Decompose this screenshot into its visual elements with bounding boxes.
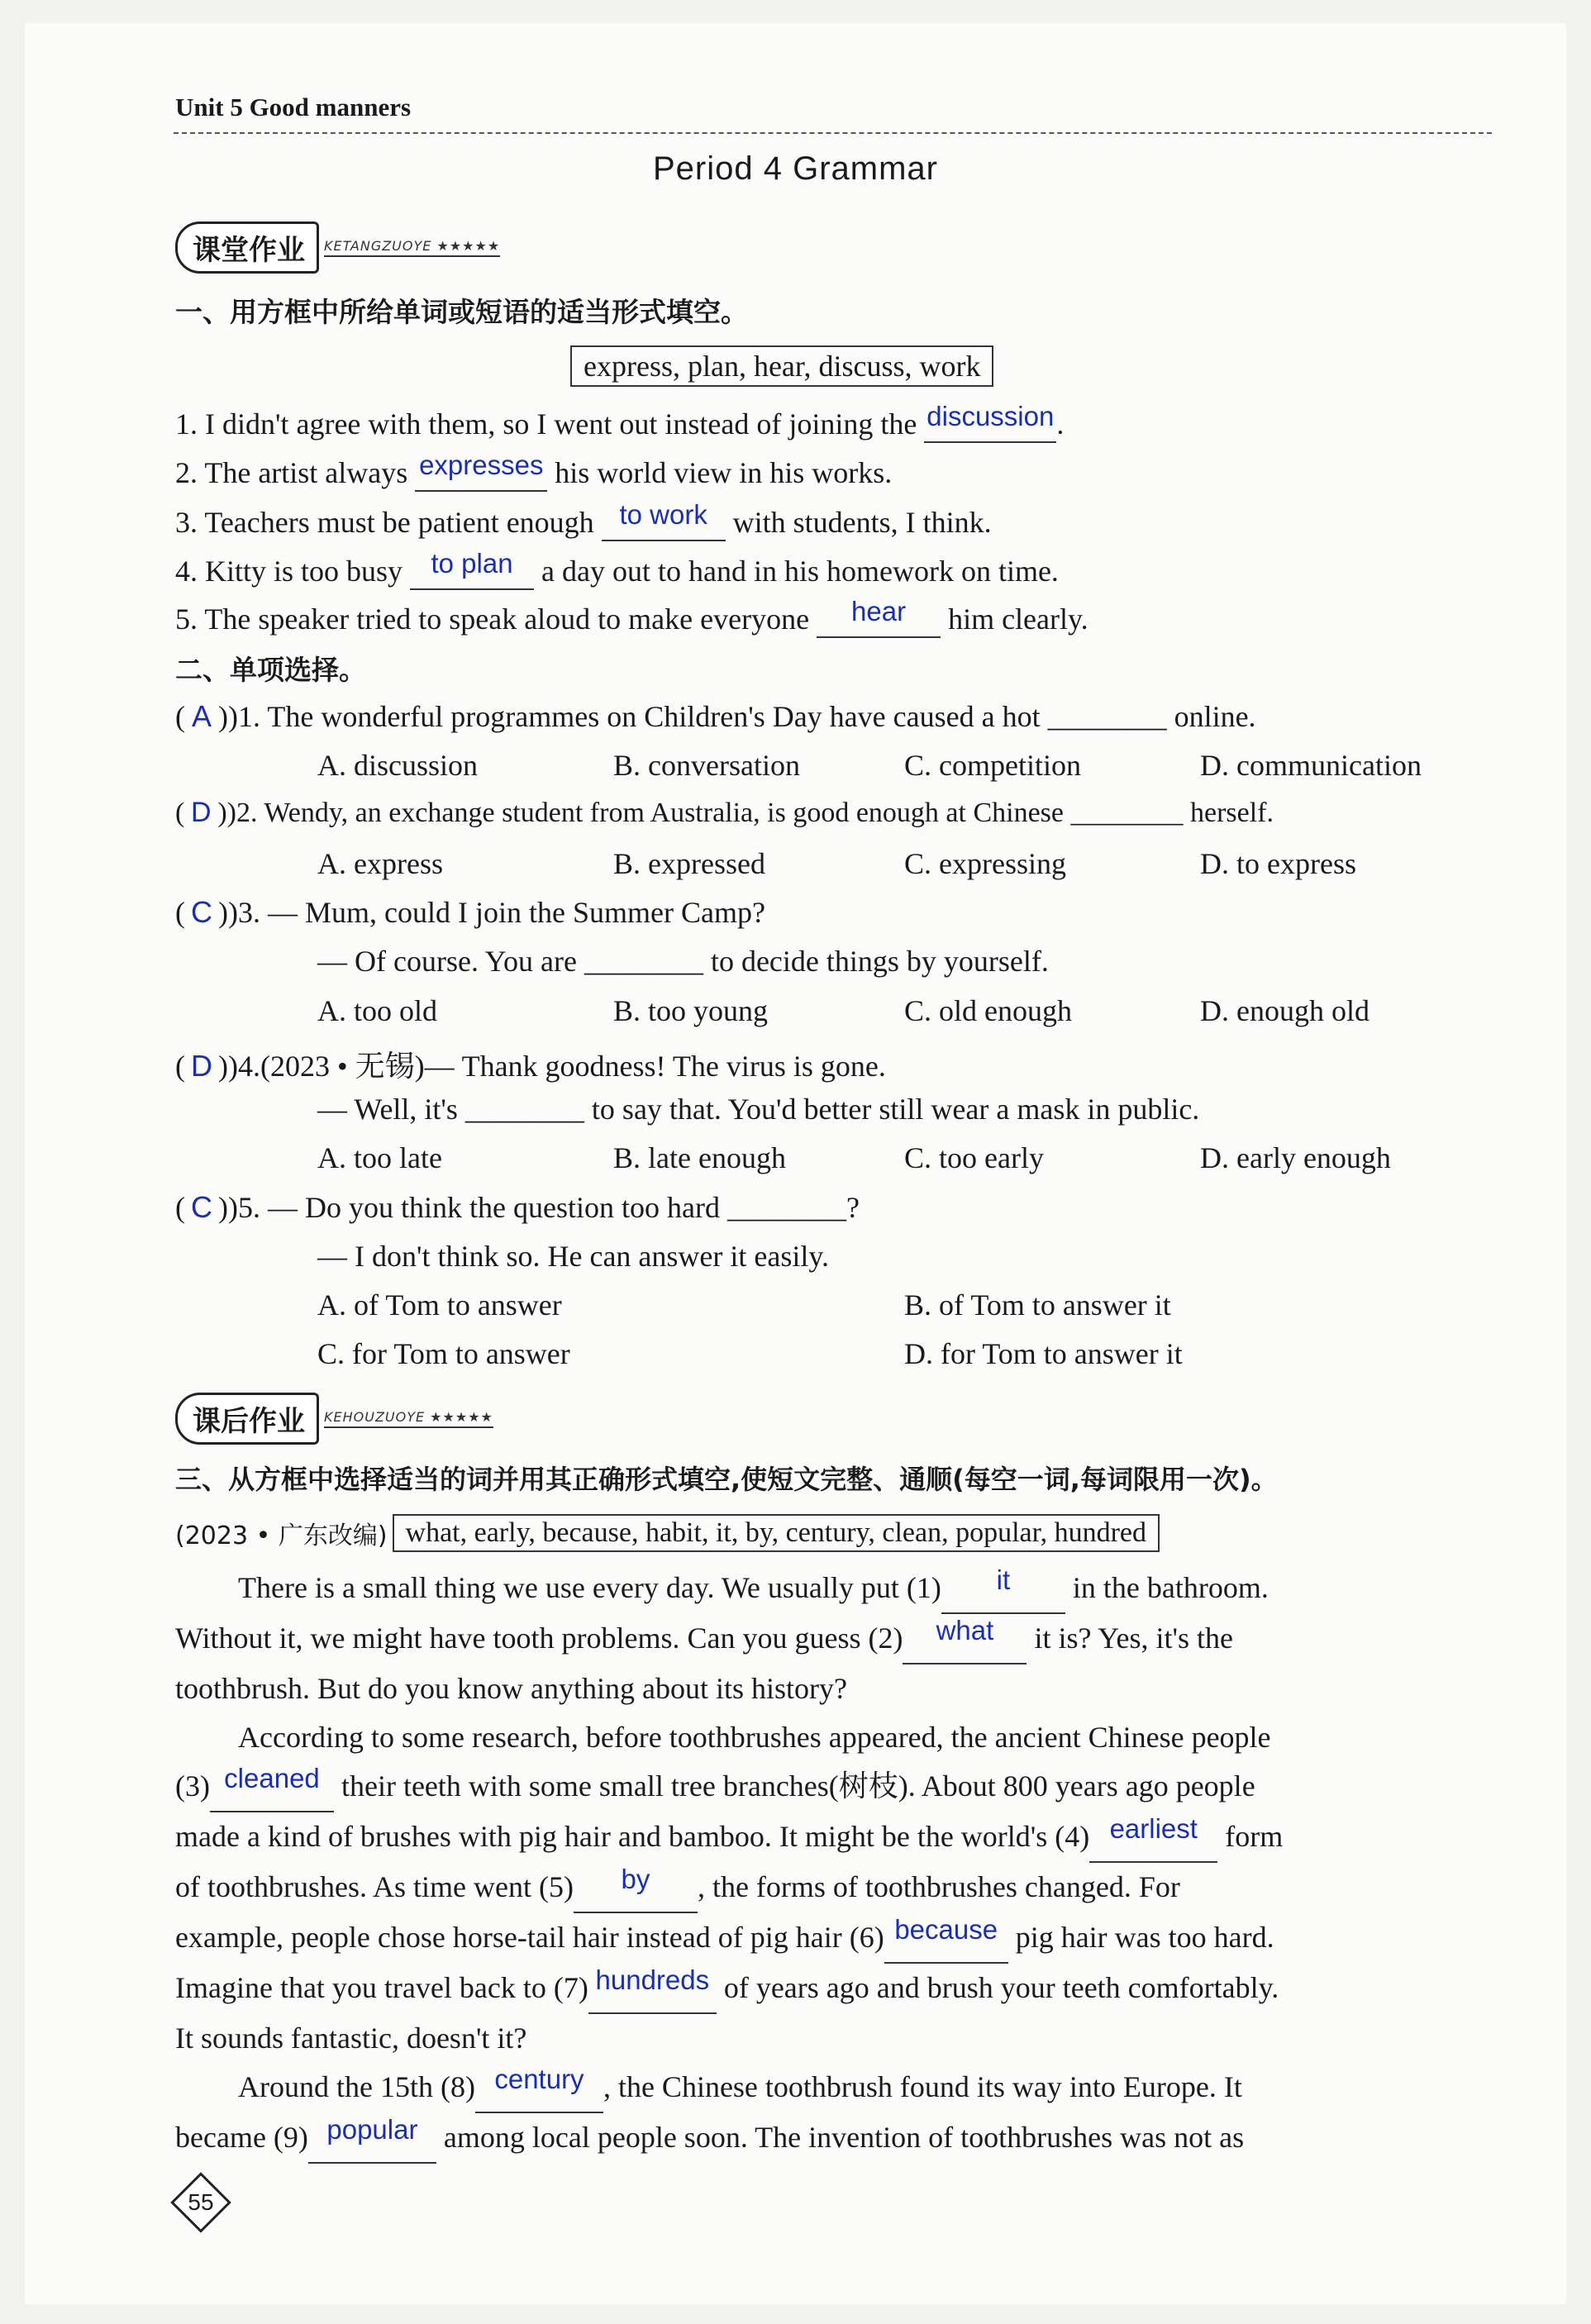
mc-question: ( C ))5. — Do you think the question too hard ________? [175,1190,860,1224]
badge-label: 课堂作业 [175,221,319,274]
answer-blank: hear [817,602,941,638]
mc-question-line2: — Of course. You are ________ to decide things by yourself. [317,945,1049,978]
answer-blank: hundreds [588,1964,717,2014]
section-badge-homework [175,1393,493,1445]
mc-question-line2: — Well, it's ________ to say that. You'd better still wear a mask in public. [317,1093,1200,1126]
part1-item: 4. Kitty is too busy to plan a day out to hand in his homework on time. [175,554,1059,590]
mc-answer: A [191,699,212,733]
source-label: (2023 • 广东改编) [175,1522,388,1550]
option: C. competition [904,749,1081,782]
option: A. discussion [317,749,479,782]
answer-blank: century [475,2063,603,2113]
answer-blank: cleaned [210,1762,334,1812]
part3-source-row [175,1514,1160,1552]
option: C. for Tom to answer [317,1337,570,1370]
period-title: Period 4 Grammar [653,150,938,187]
option: D. to express [1200,847,1356,880]
option: D. communication [1200,749,1422,782]
part3-word-box: what, early, because, habit, it, by, century, clean, popular, hundred [393,1514,1160,1552]
option: C. too early [904,1141,1044,1174]
part1-item: 3. Teachers must be patient enough to work with students, I think. [175,505,992,541]
option: C. expressing [904,847,1066,880]
mc-answer: C [191,895,212,929]
section-badge-classwork [175,221,500,274]
part3-heading: 三、从方框中选择适当的词并用其正确形式填空,使短文完整、通顺(每空一词,每词限用一次)。 [175,1464,1278,1495]
mc-answer: D [191,797,212,828]
page-number: 55 [188,2189,214,2215]
answer-blank: expresses [415,455,547,492]
part1-heading: 一、用方框中所给单词或短语的适当形式填空。 [175,296,748,328]
part2-heading: 二、单项选择。 [175,654,366,686]
header-divider [174,132,1492,134]
option: B. late enough [613,1141,786,1174]
answer-blank: earliest [1089,1812,1217,1863]
answer-blank: popular [308,2113,436,2164]
answer-blank: to work [602,505,726,541]
mc-question: ( C ))3. — Mum, could I join the Summer Camp? [175,895,765,929]
part1-item: 1. I didn't agree with them, so I went out instead of joining the discussion. [175,407,1064,443]
mc-question: ( D ))2. Wendy, an exchange student from Australia, is good enough at Chinese ________ herself. [175,797,1274,828]
mc-question: ( A ))1. The wonderful programmes on Children's Day have caused a hot ________ online. [175,699,1256,733]
option: B. conversation [613,749,800,782]
mc-answer: C [191,1190,212,1224]
badge-label: 课后作业 [175,1393,319,1445]
option: D. for Tom to answer it [904,1337,1183,1370]
part1-item: 2. The artist always expresses his world view in his works. [175,455,892,492]
option: A. too late [317,1141,442,1174]
option: B. of Tom to answer it [904,1288,1171,1322]
option: D. early enough [1200,1141,1391,1174]
option: B. too young [613,994,769,1027]
answer-blank: what [903,1614,1027,1664]
answer-blank: discussion [924,407,1056,443]
badge-sub: KETANGZUOYE ★★★★★ [324,238,500,257]
mc-answer: D [191,1049,212,1083]
option: A. too old [317,994,438,1027]
part1-word-box: express, plan, hear, discuss, work [570,345,993,387]
option: A. of Tom to answer [317,1288,562,1322]
option: D. enough old [1200,994,1369,1027]
option: C. old enough [904,994,1072,1027]
option: A. express [317,847,443,880]
part1-item: 5. The speaker tried to speak aloud to make everyone hear him clearly. [175,602,1088,638]
answer-blank: because [884,1913,1008,1964]
option: B. expressed [613,847,765,880]
mc-question-line2: — I don't think so. He can answer it easily. [317,1240,830,1273]
unit-title: Unit 5 Good manners [175,93,412,121]
passage: There is a small thing we use every day. We usually put (1) it in the bathroom. Without it, we might have tooth problems. Can you guess (2) what it is? Yes, it's the toothbrush. But do you know anything about its history? According to some research, before toothbrushes appeared, the ancient Chinese people (3) cleaned their teeth with some small tree branches(树枝). About 800 years ago people made a kind of brushes with pig hair and bamboo. It might be the world's (4) earliest form of toothbrushes. As time went (5) by , the forms of toothbrushes changed. For example, people chose horse-tail hair instead of pig hair (6) because pig hair was too hard. Imagine that you travel back to (7) hundreds of years ago and brush your teeth comfortably. It sounds fantastic, doesn't it? Around the 15th (8) century , the Chinese toothbrush found its way into Europe. It became (9) popular among local people soon. The invention of toothbrushes was not as [175,1564,1489,2164]
answer-blank: it [941,1564,1065,1614]
page-number-badge [174,2175,228,2230]
mc-question: ( D ))4.(2023 • 无锡)— Thank goodness! The virus is gone. [175,1049,886,1083]
answer-blank: to plan [410,554,534,590]
badge-sub: KEHOUZUOYE ★★★★★ [324,1409,493,1428]
answer-blank: by [574,1863,698,1913]
